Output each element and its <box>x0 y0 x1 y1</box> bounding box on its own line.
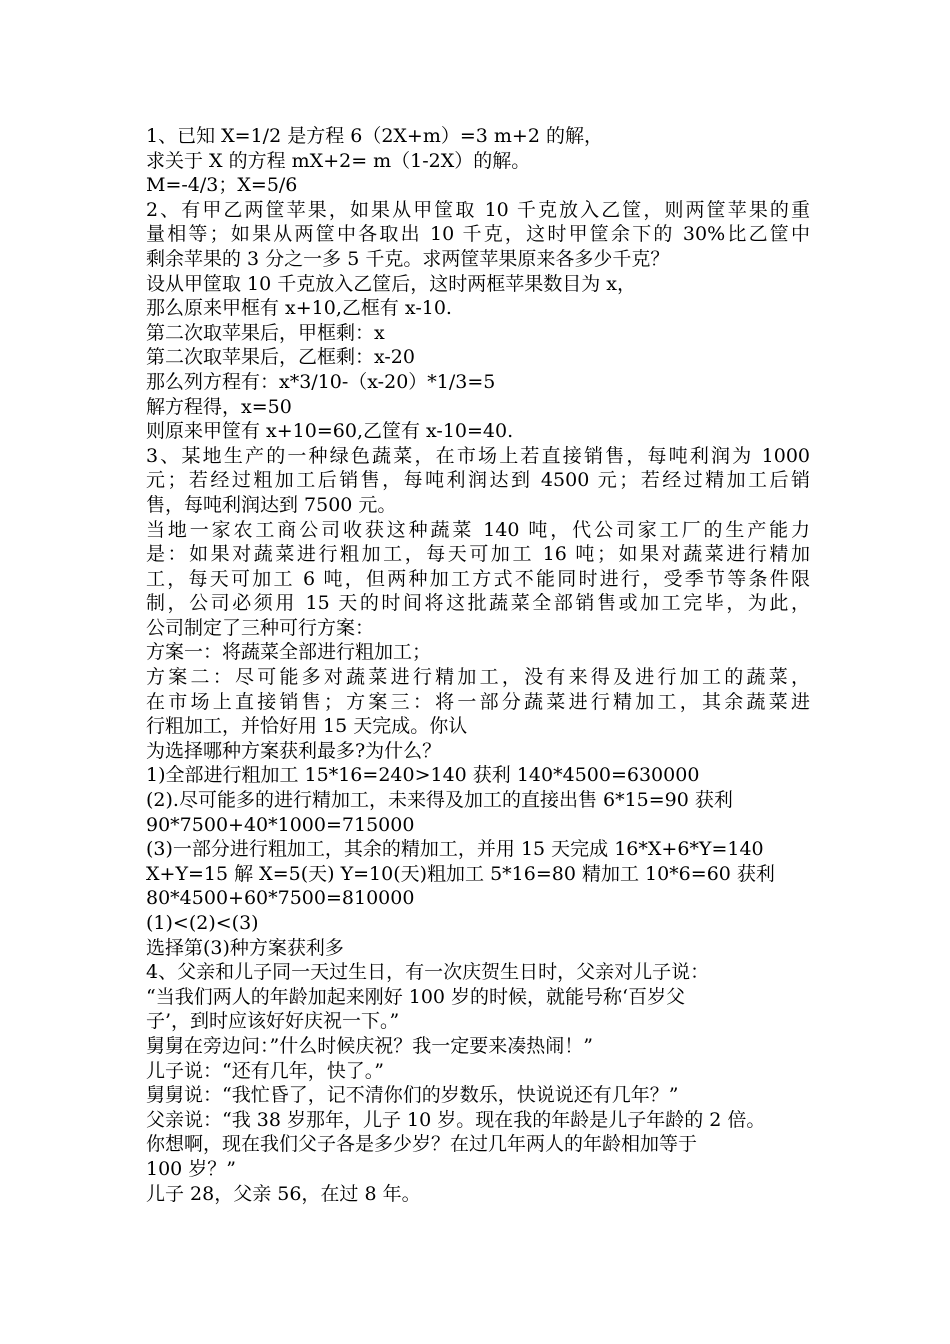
text-line: (1)<(2)<(3) <box>146 912 259 934</box>
text-line: 求关于 X 的方程 mX+2= m（1-2X）的解。 <box>146 149 531 172</box>
text-line: 那么原来甲框有 x+10,乙框有 x-10. <box>146 297 452 320</box>
text-line: 80*4500+60*7500=810000 <box>146 887 415 910</box>
text-line: 制，公司必须用 15 天的时间将这批蔬菜全部销售或加工完毕，为此， <box>146 592 810 615</box>
text-line: 工，每天可加工 6 吨，但两种加工方式不能同时进行，受季节等条件限 <box>146 567 810 590</box>
text-line: 则原来甲筐有 x+10=60,乙筐有 x-10=40. <box>146 420 514 443</box>
text-line: 4、父亲和儿子同一天过生日，有一次庆贺生日时，父亲对儿子说： <box>146 961 710 984</box>
text-line: 方案二：尽可能多对蔬菜进行精加工，没有来得及进行加工的蔬菜， <box>146 666 810 689</box>
text-line: 公司制定了三种可行方案： <box>146 616 375 639</box>
text-line: 你想啊，现在我们父子各是多少岁？在过几年两人的年龄相加等于 <box>146 1133 698 1156</box>
text-line: “当我们两人的年龄加起来刚好 100 岁的时候，就能号称‘百岁父 <box>146 985 686 1008</box>
text-line: 剩余苹果的 3 分之一多 5 千克。求两筐苹果原来各多少千克？ <box>146 247 670 270</box>
text-line: (3)一部分进行粗加工，其余的精加工，并用 15 天完成 16*X+6*Y=140 <box>146 838 764 861</box>
text-line: 儿子 28，父亲 56，在过 8 年。 <box>146 1182 421 1205</box>
text-line: 1、已知 X=1/2 是方程 6（2X+m）=3 m+2 的解， <box>146 125 603 147</box>
text-line: 2、有甲乙两筐苹果，如果从甲筐取 10 千克放入乙筐，则两筐苹果的重 <box>146 198 810 221</box>
text-line: 选择第(3)种方案获利多 <box>146 936 344 959</box>
text-line: 90*7500+40*1000=715000 <box>146 813 415 836</box>
text-line: (2).尽可能多的进行精加工，未来得及加工的直接出售 6*15=90 获利 <box>146 789 733 812</box>
text-line: 元；若经过粗加工后销售，每吨利润达到 4500 元；若经过精加工后销 <box>146 469 810 492</box>
text-line: 100 岁？” <box>146 1157 237 1180</box>
text-line: 子’，到时应该好好庆祝一下。” <box>146 1010 400 1033</box>
text-line: M=-4/3；X=5/6 <box>146 174 298 197</box>
text-line: 行粗加工，并恰好用 15 天完成。你认 <box>146 715 468 738</box>
text-line: 父亲说：“我 38 岁那年，儿子 10 岁。现在我的年龄是儿子年龄的 2 倍。 <box>146 1108 766 1131</box>
text-line: 解方程得，x=50 <box>146 395 292 418</box>
text-line: 是：如果对蔬菜进行粗加工，每天可加工 16 吨；如果对蔬菜进行精加 <box>146 543 810 566</box>
text-line: 那么列方程有：x*3/10-（x-20）*1/3=5 <box>146 370 496 393</box>
text-line: 设从甲筐取 10 千克放入乙筐后，这时两框苹果数目为 x， <box>146 272 637 295</box>
text-line: 为选择哪种方案获利最多?为什么？ <box>146 739 442 762</box>
text-line: 当地一家农工商公司收获这种蔬菜 140 吨，代公司家工厂的生产能力 <box>146 518 810 541</box>
document-body <box>146 124 810 1206</box>
text-line: 第二次取苹果后，甲框剩：x <box>146 321 385 344</box>
text-line: 售，每吨利润达到 7500 元。 <box>146 493 397 516</box>
text-line: 1)全部进行粗加工 15*16=240>140 获利 140*4500=630000 <box>146 764 700 787</box>
text-line: 舅舅说：“我忙昏了，记不清你们的岁数乐，快说说还有几年？” <box>146 1084 679 1107</box>
text-line: 方案一：将蔬菜全部进行粗加工； <box>146 641 432 664</box>
text-line: 在市场上直接销售；方案三：将一部分蔬菜进行精加工，其余蔬菜进 <box>146 690 810 713</box>
text-line: 舅舅在旁边问：”什么时候庆祝？我一定要来凑热闹！” <box>146 1034 593 1057</box>
text-line: X+Y=15 解 X=5(天) Y=10(天)粗加工 5*16=80 精加工 10*6=60 获利 <box>146 862 775 885</box>
text-line: 3、某地生产的一种绿色蔬菜，在市场上若直接销售，每吨利润为 1000 <box>146 444 810 467</box>
text-line: 第二次取苹果后，乙框剩：x-20 <box>146 346 415 369</box>
text-line: 儿子说：“还有几年，快了。” <box>146 1059 384 1082</box>
text-line: 量相等；如果从两筐中各取出 10 千克，这时甲筐余下的 30%比乙筐中 <box>146 223 810 246</box>
